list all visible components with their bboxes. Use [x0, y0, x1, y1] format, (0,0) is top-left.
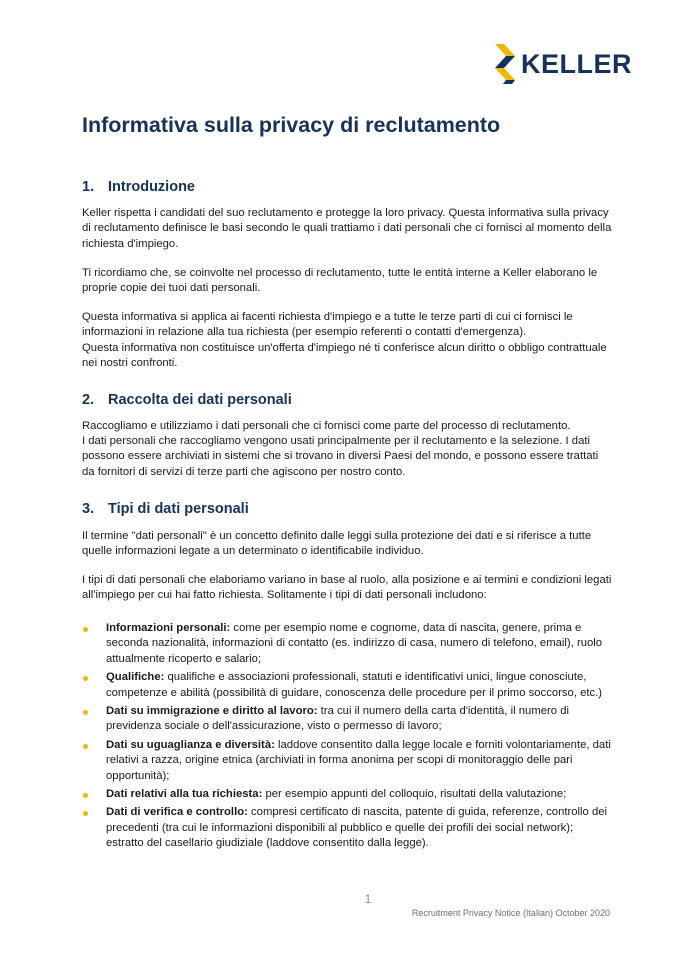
- list-item-term: Qualifiche:: [106, 671, 165, 684]
- paragraph: I tipi di dati personali che elaboriamo variano in base al ruolo, alla posizione e ai termini e condizioni legati all'impiego per cui hai fatto richiesta. Solitamente i tipi di dati personali includono:: [82, 574, 612, 602]
- bullet-icon: [83, 793, 88, 798]
- footer-note: Recruitment Privacy Notice (Italian) October 2020: [411, 908, 610, 918]
- section-heading-raccolta: [82, 391, 292, 409]
- paragraph: Questa informativa non costituisce un'offerta d'impiego né ti conferisce alcun diritto o obbligo contrattuale nei nostri confronti.: [82, 342, 607, 370]
- section-number: 2.: [82, 392, 95, 408]
- page-number: 1: [364, 892, 372, 906]
- list-item-text: compresi certificato di nascita, patente di guida, referenze, controllo dei precedenti (tra cui le informazioni disponibili al pubblico e quelle dei profili dei social network); estratto del casellario giudiziale (laddove consentito dalla legge).: [106, 806, 608, 850]
- list-item-text: qualifiche e associazioni professionali, statuti e identificativi unici, lingue conosciute, competenze e abilità (possibilità di guidare, conoscenza delle procedure per il primo soccorso, etc.): [106, 671, 603, 699]
- list-item-text: tra cui il numero della carta d'identità, il numero di previdenza sociale o dell'assicurazione, visto o permesso di lavoro;: [106, 705, 569, 733]
- paragraph: I dati personali che raccogliamo vengono usati principalmente per il reclutamento e la selezione. I dati possono essere archiviati in sistemi che si trovano in diversi Paesi del mondo, e possono essere trattati da fornitori di servizi di terze parti che agiscono per nostro conto.: [82, 435, 599, 478]
- bullet-icon: [83, 676, 88, 681]
- list-item: [82, 670, 612, 701]
- paragraph: Il termine "dati personali" è un concetto definito dalle leggi sulla protezione dei dati e si riferisce a tutte quelle informazioni legate a un determinato o identificabile individuo.: [82, 530, 592, 558]
- list-item: [82, 738, 612, 784]
- list-item-term: Dati su uguaglianza e diversità:: [106, 738, 275, 751]
- section-heading-tipi: [82, 500, 249, 518]
- bullet-icon: [83, 710, 88, 715]
- list-item: [82, 704, 612, 735]
- list-item-text: per esempio appunti del colloquio, risultati della valutazione;: [262, 788, 567, 801]
- section-number: 3.: [82, 501, 95, 517]
- section-heading-introduzione: [82, 178, 195, 196]
- bullet-icon: [83, 744, 88, 749]
- paragraph: Keller rispetta i candidati del suo reclutamento e protegge la loro privacy. Questa informativa sulla privacy di reclutamento definisce le basi secondo le quali trattiamo i dati personali che ci fornisci al momento della richiesta d'impiego.: [82, 207, 612, 250]
- paragraph: Questa informativa si applica ai facenti richiesta d'impiego e a tutte le terze parti di cui ci fornisci le informazioni in relazione alla tua richiesta (per esempio referenti o contatti d'emergenza).: [82, 311, 573, 339]
- list-item-term: Dati su immigrazione e diritto al lavoro:: [106, 705, 318, 718]
- list-item-term: Dati di verifica e controllo:: [106, 806, 248, 819]
- section-title: Introduzione: [108, 179, 195, 195]
- list-item-text: laddove consentito dalla legge locale e forniti volontariamente, dati relativi a razza, origine etnica (archiviati in forma anonima per scopi di monitoraggio delle pari opportunità);: [106, 738, 611, 782]
- list-item-term: Informazioni personali:: [106, 622, 231, 634]
- keller-logo: [495, 44, 632, 84]
- list-item: [82, 805, 612, 851]
- keller-chevron-icon: [495, 44, 517, 84]
- section-title: Raccolta dei dati personali: [108, 392, 292, 408]
- list-item-term: Dati relativi alla tua richiesta:: [106, 788, 263, 801]
- paragraph: Raccogliamo e utilizziamo i dati personali che ci fornisci come parte del processo di reclutamento.: [82, 420, 571, 432]
- personal-data-types-list: [82, 621, 612, 855]
- section-number: 1.: [82, 179, 95, 195]
- list-item-text: come per esempio nome e cognome, data di nascita, genere, prima e seconda nazionalità, informazioni di contatto (es. indirizzo di casa, numero di telefono, email), ruolo attualmente ricoperto e salario;: [106, 622, 603, 665]
- bullet-icon: [83, 811, 88, 816]
- list-item: [82, 787, 612, 802]
- document-title: Informativa sulla privacy di reclutamento: [82, 113, 501, 137]
- paragraph: Ti ricordiamo che, se coinvolte nel processo di reclutamento, tutte le entità interne a Keller elaborano le proprie copie dei tuoi dati personali.: [82, 267, 598, 295]
- bullet-icon: [83, 627, 88, 632]
- section-title: Tipi di dati personali: [108, 501, 249, 517]
- logo-text: KELLER: [521, 49, 632, 79]
- list-item: [82, 621, 612, 667]
